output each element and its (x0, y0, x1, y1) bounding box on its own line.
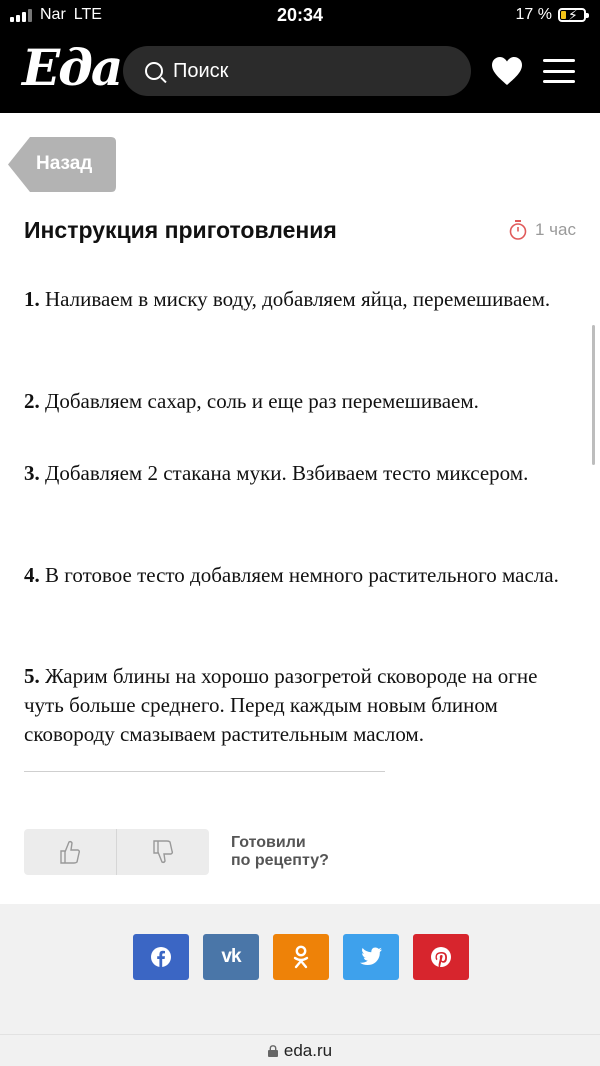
logo[interactable]: Еда (22, 38, 122, 97)
step-number: 5. (24, 664, 40, 688)
pinterest-icon (430, 946, 452, 968)
share-buttons (133, 934, 469, 980)
rating-question: Готовили по рецепту? (231, 834, 329, 869)
step-number: 4. (24, 563, 40, 587)
vk-share-button[interactable] (203, 934, 259, 980)
cooking-time (509, 220, 576, 240)
thumbs-down-button[interactable] (116, 829, 209, 875)
vk-icon: vk (221, 946, 241, 967)
step-number: 3. (24, 461, 40, 485)
twitter-icon (359, 947, 383, 967)
app-header (0, 0, 600, 113)
step-item (24, 561, 576, 590)
network-label: LTE (73, 6, 102, 23)
scrollbar[interactable] (592, 325, 595, 465)
battery-icon: ⚡ (558, 8, 586, 22)
status-bar (0, 0, 600, 32)
step-item (24, 459, 576, 488)
rating-buttons (24, 829, 209, 875)
timer-icon (509, 220, 527, 240)
thumbs-up-icon (59, 839, 81, 865)
odnoklassniki-icon (293, 945, 309, 969)
step-text: Жарим блины на хорошо разогретой сковороде на огне чуть больше среднего. Перед каждым новым блином сковороду смазываем растительным маслом. (24, 664, 538, 746)
section-title: Инструкция приготовления (24, 217, 337, 243)
heart-icon[interactable] (491, 56, 523, 86)
thumbs-down-icon (152, 839, 174, 865)
step-number: 1. (24, 287, 40, 311)
step-text: Наливаем в миску воду, добавляем яйца, перемешиваем. (45, 287, 551, 311)
search-input[interactable] (123, 46, 471, 96)
carrier-label: Nar (40, 6, 66, 23)
facebook-share-button[interactable] (133, 934, 189, 980)
url-text: eda.ru (283, 1040, 333, 1060)
browser-url-bar[interactable] (0, 1034, 600, 1066)
step-number: 2. (24, 389, 40, 413)
step-item (24, 662, 576, 749)
step-text: В готовое тесто добавляем немного растительного масла. (45, 563, 559, 587)
clock: 20:34 (276, 5, 324, 25)
battery-percent: 17 % (515, 6, 552, 23)
facebook-icon (150, 946, 172, 968)
lock-icon (268, 1045, 278, 1057)
step-text: Добавляем 2 стакана муки. Взбиваем тесто миксером. (45, 461, 529, 485)
back-button[interactable] (8, 137, 116, 192)
step-text: Добавляем сахар, соль и еще раз перемешиваем. (45, 389, 479, 413)
cooking-time-value: 1 час (535, 220, 576, 239)
search-placeholder: Поиск (173, 59, 229, 82)
back-label: Назад (36, 153, 93, 174)
menu-icon[interactable] (543, 59, 575, 83)
step-item (24, 285, 576, 314)
twitter-share-button[interactable] (343, 934, 399, 980)
pinterest-share-button[interactable] (413, 934, 469, 980)
thumbs-up-button[interactable] (24, 829, 116, 875)
divider (24, 771, 385, 772)
odnoklassniki-share-button[interactable] (273, 934, 329, 980)
step-item (24, 387, 576, 416)
search-icon (145, 62, 163, 80)
